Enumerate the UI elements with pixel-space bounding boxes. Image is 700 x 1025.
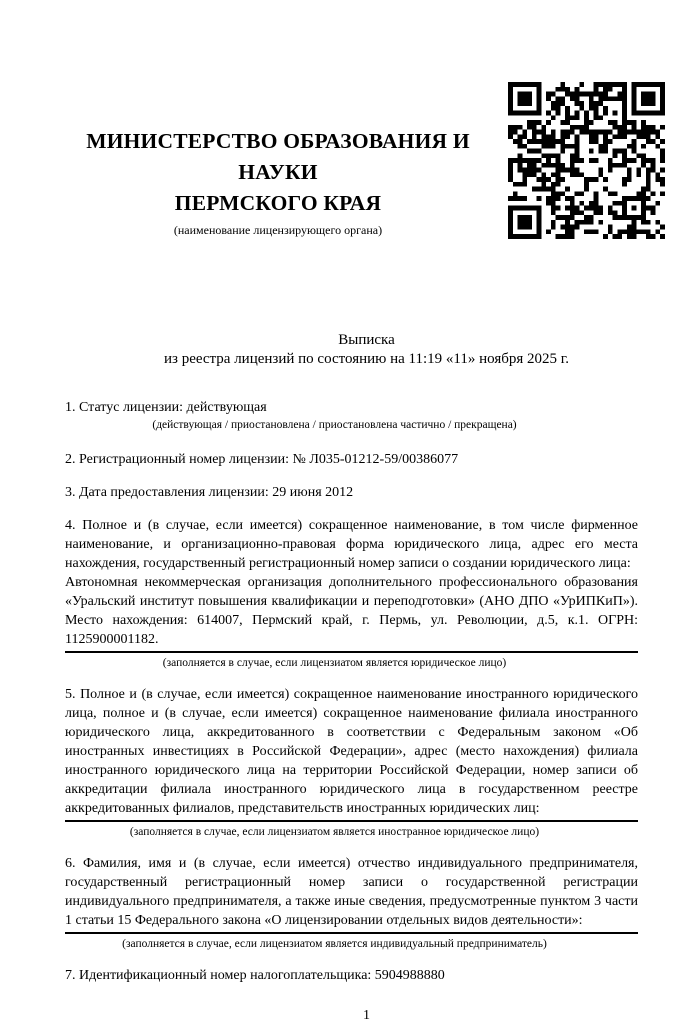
org-name-line2: ПЕРМСКОГО КРАЯ bbox=[174, 191, 382, 215]
page-number: 1 bbox=[363, 1008, 370, 1023]
item-5-caption: (заполняется в случае, если лицензиатом является иностранное юридическое лицо) bbox=[129, 826, 540, 838]
item-2-registration-number: 2. Регистрационный номер лицензии: № Л035-01212-59/00386077 bbox=[65, 452, 459, 467]
item-1-license-status: 1. Статус лицензии: действующая bbox=[65, 400, 267, 415]
qr-code-icon bbox=[508, 82, 665, 239]
document-title-line2: из реестра лицензий по состоянию на 11:19 «11» ноября 2025 г. bbox=[164, 351, 569, 367]
org-name bbox=[66, 126, 490, 219]
org-name-caption: (наименование лицензирующего органа) bbox=[173, 223, 383, 237]
document-title bbox=[0, 331, 700, 369]
item-4-legal-entity-label: 4. Полное и (в случае, если имеется) сокращенное наименование, в том числе фирменное наименование, и организационно-правовая форма юридического лица, адрес его места нахождения, государственный регистрационный номер записи о создании юридического лица: bbox=[65, 518, 638, 571]
document-title-line1: Выписка bbox=[338, 332, 395, 348]
item-5-foreign-entity-label: 5. Полное и (в случае, если имеется) сокращенное наименование иностранного юридического лица, полное и (в случае, если имеется) сокращенное наименование филиала иностранного юридического лица, аккредитованного в соответствии с Федеральным законом «Об иностранных инвестициях в Российской Федерации», адрес (место нахождения) филиала иностранного юридического лица на территории Российской Федерации, номер записи об аккредитации филиала иностранного юридического лица в государственном реестре аккредитованных филиалов, представительств иностранных юридических лиц: bbox=[65, 687, 638, 816]
item-6-entrepreneur-label: 6. Фамилия, имя и (в случае, если имеется) отчество индивидуального предпринимателя, государственный регистрационный номер записи о государственной регистрации индивидуального предпринимателя, а также иные сведения, предусмотренные пунктом 3 части 1 статьи 15 Федерального закона «О лицензировании отдельных видов деятельности»: bbox=[65, 856, 638, 928]
org-name-line1: МИНИСТЕРСТВО ОБРАЗОВАНИЯ И НАУКИ bbox=[86, 129, 470, 184]
item-4-legal-entity-value: Автономная некоммерческая организация дополнительного профессионального образования «Уральский институт повышения квалификации и переподготовки» (АНО ДПО «УрИПКиП»). Место нахождения: 614007, Пермский край, г. Пермь, ул. Революции, д.5, к.1. ОГРН: 1125900001182. bbox=[65, 575, 638, 647]
item-4-caption: (заполняется в случае, если лицензиатом является юридическое лицо) bbox=[162, 657, 507, 669]
qr-code-icon bbox=[508, 82, 665, 239]
item-7-taxpayer-number: 7. Идентификационный номер налогоплательщика: 5904988880 bbox=[65, 968, 445, 983]
fill-in-line bbox=[65, 820, 638, 822]
document-body bbox=[65, 398, 638, 985]
item-1-caption: (действующая / приостановлена / приостановлена частично / прекращена) bbox=[152, 419, 517, 431]
item-6-caption: (заполняется в случае, если лицензиатом является индивидуальный предприниматель) bbox=[122, 938, 547, 950]
fill-in-line bbox=[65, 651, 638, 653]
licensing-authority-header bbox=[66, 0, 490, 238]
item-3-license-date: 3. Дата предоставления лицензии: 29 июня 2012 bbox=[65, 485, 354, 500]
fill-in-line bbox=[65, 932, 638, 934]
